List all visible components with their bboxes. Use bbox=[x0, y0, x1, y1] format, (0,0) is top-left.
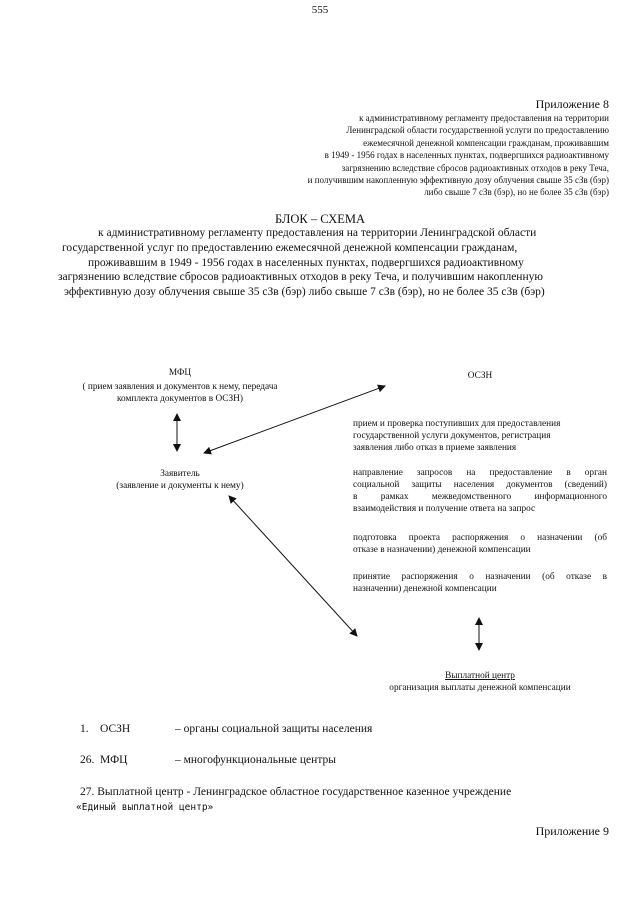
regulation-line: Ленинградской области государственной услуги по предоставлению bbox=[346, 125, 609, 136]
step-line: заявления либо отказ в приеме заявления bbox=[353, 443, 517, 453]
regulation-line: к административному регламенту предоставления на территории bbox=[359, 113, 609, 123]
legend-item-desc: – органы социальной защиты населения bbox=[175, 723, 373, 735]
subtitle-line: эффективную дозу облучения свыше 35 сЗв (бэр) либо свыше 7 сЗв (бэр), но не более 35 сЗв (бэр) bbox=[64, 286, 545, 299]
step-line: принятие распоряжения о назначении (об отказе в bbox=[353, 572, 607, 582]
oszn-step-1 bbox=[353, 418, 607, 454]
step-line: подготовка проекта распоряжения о назначении (об bbox=[353, 533, 607, 543]
subtitle-line: загрязнению вследствие сбросов радиоактивных отходов в реку Теча, и получившим накопленную bbox=[58, 271, 543, 284]
payment-center-title: Выплатной центр bbox=[445, 671, 515, 681]
step-line: прием и проверка поступивших для предоставления bbox=[353, 419, 561, 429]
legend-item-27: 27. Выплатной центр - Ленинградское областное государственное казенное учреждение bbox=[80, 786, 512, 798]
subtitle-line: проживавшим в 1949 - 1956 годах в населенных пунктах, подвергшихся радиоактивному bbox=[88, 256, 524, 269]
appendix-8-heading: Приложение 8 bbox=[535, 97, 609, 111]
step-line: государственной услуги документов, регистрация bbox=[353, 431, 551, 441]
legend-item-num: 26. bbox=[80, 754, 95, 766]
legend-item-num: 1. bbox=[80, 723, 89, 735]
step-line: отказе в назначении) денежной компенсации bbox=[353, 545, 531, 555]
oszn-step-4 bbox=[353, 571, 607, 595]
appendix-9-heading: Приложение 9 bbox=[535, 824, 609, 838]
step-line: назначении) денежной компенсации bbox=[353, 584, 497, 594]
regulation-line: в 1949 - 1956 годах в населенных пунктах, подвергшихся радиоактивному bbox=[324, 150, 609, 161]
step-line: в рамках межведомственного информационного bbox=[353, 492, 607, 502]
subtitle-line: к административному регламенту предоставления на территории Ленинградской области bbox=[98, 227, 537, 239]
legend-item-abbr: МФЦ bbox=[100, 754, 128, 766]
arrow-applicant-payment bbox=[229, 496, 357, 636]
applicant-title: Заявитель bbox=[160, 469, 200, 479]
page-number: 555 bbox=[311, 4, 329, 16]
mfc-title: МФЦ bbox=[168, 368, 192, 378]
subtitle-line: государственной услуг по предоставлению ежемесячной денежной компенсации гражданам, bbox=[62, 241, 518, 254]
oszn-step-2 bbox=[353, 467, 607, 515]
oszn-title: ОСЗН bbox=[467, 371, 493, 381]
regulation-line: загрязнению вследствие сбросов радиоактивных отходов в реку Теча, bbox=[341, 162, 609, 173]
mfc-description-line: комплекта документов в ОСЗН) bbox=[117, 394, 243, 404]
mfc-description-line: ( прием заявления и документов к нему, передача bbox=[82, 382, 278, 392]
payment-center-description: организация выплаты денежной компенсации bbox=[389, 683, 571, 693]
step-line: социальной защиты населения документов (сведений) bbox=[353, 480, 607, 490]
scheme-title: БЛОК – СХЕМА bbox=[274, 212, 366, 226]
regulation-line: и получившим накопленную эффективную дозу облучения свыше 35 сЗв (бэр) bbox=[307, 175, 609, 186]
step-line: направление запросов на предоставление в орган bbox=[353, 468, 607, 478]
mfc-description bbox=[45, 381, 315, 405]
regulation-line: ежемесячной денежной компенсации гражданам, проживавшим bbox=[363, 137, 609, 148]
applicant-description: (заявление и документы к нему) bbox=[116, 481, 244, 491]
legend-item-27-continuation: «Единый выплатной центр» bbox=[76, 802, 214, 813]
legend-item-desc: – многофункциональные центры bbox=[175, 754, 336, 766]
oszn-step-3 bbox=[353, 532, 607, 556]
legend-item-abbr: ОСЗН bbox=[100, 723, 131, 735]
regulation-line: либо свыше 7 сЗв (бэр), но не более 35 сЗв (бэр) bbox=[424, 187, 609, 198]
step-line: взаимодействия и получение ответа на запрос bbox=[353, 504, 536, 514]
